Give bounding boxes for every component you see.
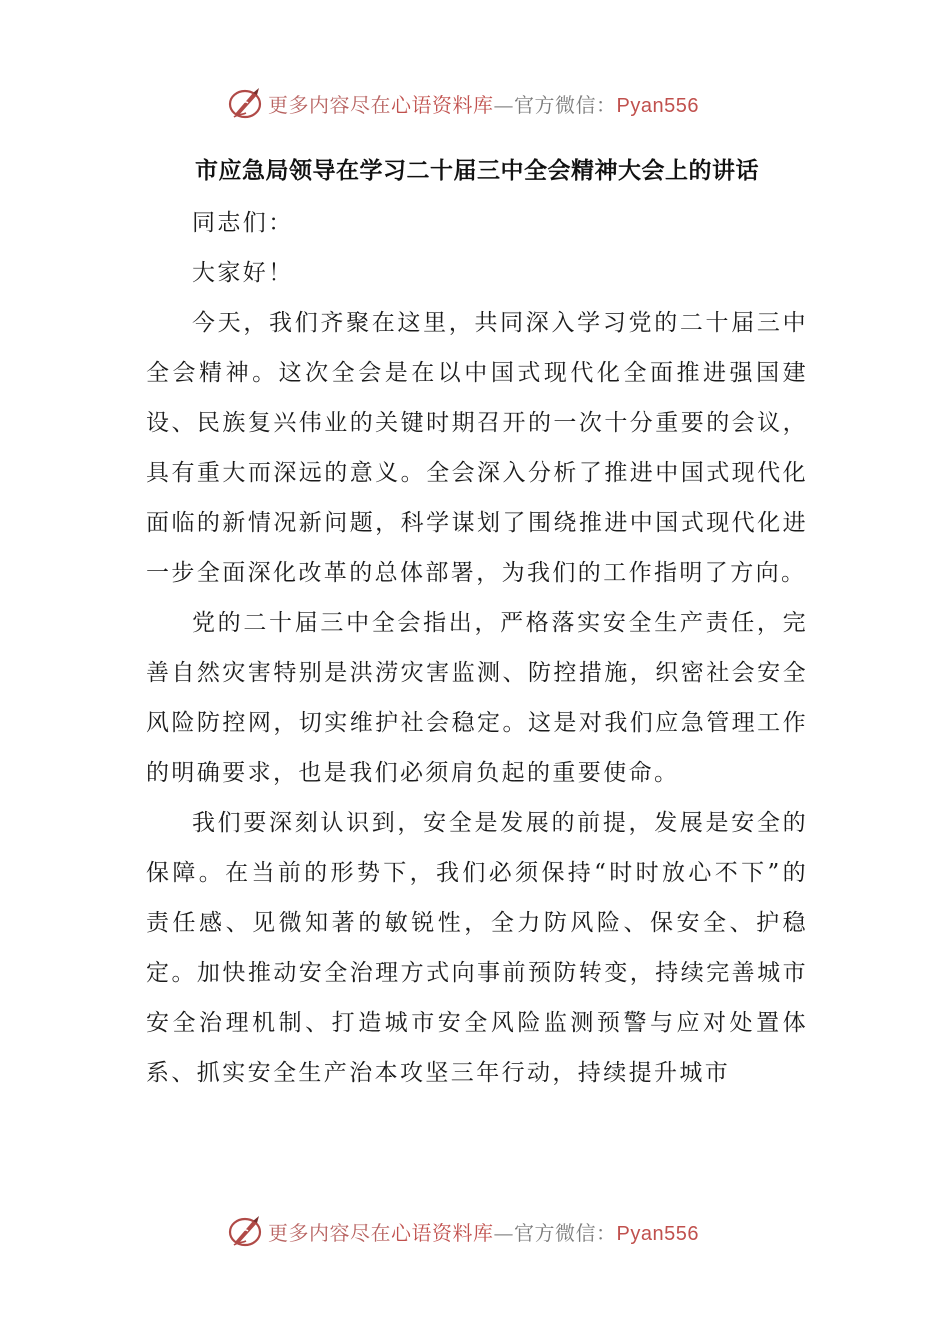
banner-library: 心语资料库 (391, 1220, 494, 1245)
banner-text (268, 1217, 699, 1246)
footer-banner (226, 1211, 746, 1251)
header-banner (226, 83, 746, 123)
document-body (146, 148, 808, 1098)
quill-pen-logo-icon (226, 84, 264, 122)
paragraph: 今天，我们齐聚在这里，共同深入学习党的二十届三中全会精神。这次全会是在以中国式现代化全面推进强国建设、民族复兴伟业的关键时期召开的一次十分重要的会议，具有重大而深远的意义。全会深入分析了推进中国式现代化面临的新情况新问题，科学谋划了围绕推进中国式现代化进一步全面深化改革的总体部署，为我们的工作指明了方向。 (146, 310, 808, 586)
document-title: 市应急局领导在学习二十届三中全会精神大会上的讲话 (195, 158, 759, 184)
banner-library: 心语资料库 (391, 92, 494, 117)
paragraph: 党的二十届三中全会指出，严格落实安全生产责任，完善自然灾害特别是洪涝灾害监测、防控措施，织密社会安全风险防控网，切实维护社会稳定。这是对我们应急管理工作的明确要求，也是我们必须肩负起的重要使命。 (146, 610, 808, 786)
banner-prefix: 更多内容尽在 (268, 1220, 391, 1245)
banner-separator: — (493, 1220, 514, 1245)
banner-wechat-label: 官方微信： (514, 92, 617, 117)
banner-text (268, 89, 699, 118)
greeting: 大家好！ (192, 260, 294, 286)
banner-wechat-label: 官方微信： (514, 1220, 617, 1245)
banner-wechat-id: Pyan556 (616, 94, 699, 117)
banner-separator: — (493, 92, 514, 117)
salutation: 同志们： (192, 210, 294, 236)
quill-pen-logo-icon (226, 1212, 264, 1250)
banner-wechat-id: Pyan556 (616, 1222, 699, 1245)
banner-prefix: 更多内容尽在 (268, 92, 391, 117)
paragraph: 我们要深刻认识到，安全是发展的前提，发展是安全的保障。在当前的形势下，我们必须保持“时时放心不下”的责任感、见微知著的敏锐性，全力防风险、保安全、护稳定。加快推动安全治理方式向事前预防转变，持续完善城市安全治理机制、打造城市安全风险监测预警与应对处置体系、抓实安全生产治本攻坚三年行动，持续提升城市 (146, 810, 808, 1086)
